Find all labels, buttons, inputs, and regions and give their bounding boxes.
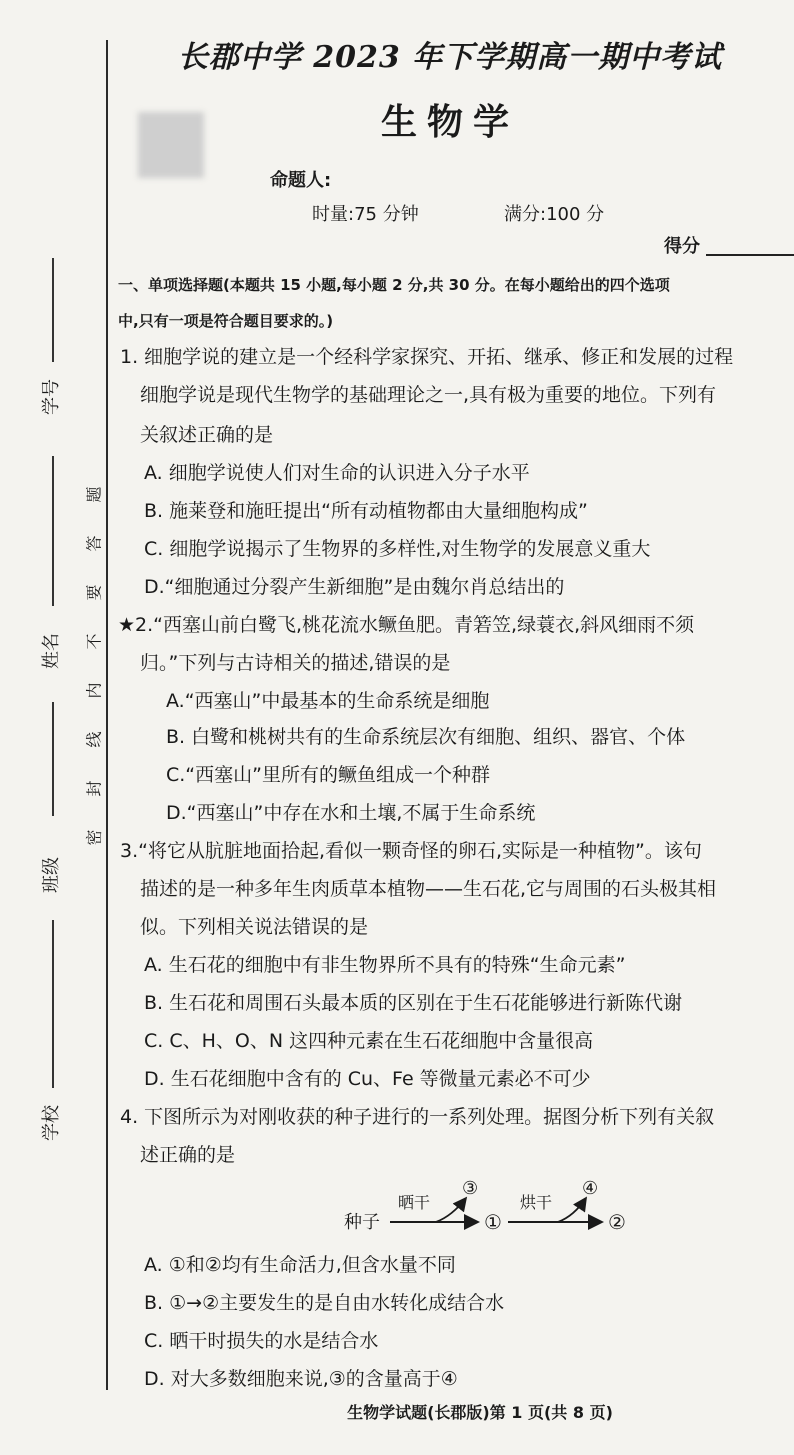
diagram-n4: ④	[582, 1178, 599, 1199]
question-4-stem: 4. 下图所示为对刚收获的种子进行的一系列处理。据图分析下列有关叙	[120, 1106, 715, 1128]
diagram-step1: 晒干	[398, 1193, 431, 1212]
question-2-stem: ★2.“西塞山前白鹭飞,桃花流水鳜鱼肥。青箬笠,绿蓑衣,斜风细雨不须	[118, 614, 695, 636]
question-1-option-a[interactable]: A. 细胞学说使人们对生命的认识进入分子水平	[144, 462, 530, 484]
question-2-option-b[interactable]: B. 白鹭和桃树共有的生命系统层次有细胞、组织、器官、个体	[166, 726, 686, 748]
seal-char: 答	[84, 535, 104, 552]
question-1-option-c[interactable]: C. 细胞学说揭示了生物界的多样性,对生物学的发展意义重大	[144, 538, 651, 560]
score-field[interactable]	[706, 254, 794, 256]
question-3-option-c[interactable]: C. C、H、O、N 这四种元素在生石花细胞中含量很高	[144, 1030, 594, 1052]
question-1-stem: 细胞学说是现代生物学的基础理论之一,具有极为重要的地位。下列有	[140, 384, 717, 406]
school-label: 学校	[41, 1105, 62, 1141]
seal-char: 密	[84, 829, 104, 846]
seal-char: 线	[84, 731, 104, 748]
question-2-stem: 归。”下列与古诗相关的描述,错误的是	[140, 652, 451, 674]
question-4-option-c[interactable]: C. 晒干时损失的水是结合水	[144, 1330, 379, 1352]
arrow-to-4	[558, 1198, 586, 1222]
school-field[interactable]	[52, 920, 54, 1088]
question-1-option-b[interactable]: B. 施莱登和施旺提出“所有动植物都由大量细胞构成”	[144, 500, 588, 522]
seal-char: 要	[84, 584, 104, 601]
question-3-stem: 3.“将它从肮脏地面拾起,看似一颗奇怪的卵石,实际是一种植物”。该句	[120, 840, 702, 862]
section-heading: 一、单项选择题(本题共 15 小题,每小题 2 分,共 30 分。在每小题给出的四个选项	[118, 276, 670, 294]
student-id-field[interactable]	[52, 258, 54, 362]
score-label: 得分	[664, 236, 700, 257]
seal-char: 封	[84, 780, 104, 797]
question-3-option-b[interactable]: B. 生石花和周围石头最本质的区别在于生石花能够进行新陈代谢	[144, 992, 683, 1014]
class-label: 班级	[41, 857, 62, 893]
question-3-option-d[interactable]: D. 生石花细胞中含有的 Cu、Fe 等微量元素必不可少	[144, 1068, 591, 1090]
blurred-qr-code	[138, 112, 204, 178]
subject-title: 生物学	[380, 102, 519, 143]
setter-label: 命题人:	[270, 170, 332, 191]
diagram-n1: ①	[484, 1210, 502, 1234]
diagram-seed: 种子	[344, 1212, 380, 1233]
section-heading-cont: 中,只有一项是符合题目要求的。)	[118, 312, 334, 330]
seal-char: 题	[84, 486, 104, 503]
time-limit: 时量:75 分钟	[312, 204, 419, 225]
question-1-stem: 1. 细胞学说的建立是一个经科学家探究、开拓、继承、修正和发展的过程	[120, 346, 734, 368]
question-2-option-c[interactable]: C.“西塞山”里所有的鳜鱼组成一个种群	[166, 764, 490, 786]
name-field[interactable]	[52, 456, 54, 606]
full-score: 满分:100 分	[504, 204, 605, 225]
question-3-stem: 似。下列相关说法错误的是	[140, 916, 369, 938]
student-id-label: 学号	[41, 379, 62, 415]
seal-line-text	[84, 470, 104, 862]
question-3-option-a[interactable]: A. 生石花的细胞中有非生物界所不具有的特殊“生命元素”	[144, 954, 626, 976]
seal-char: 不	[84, 633, 104, 650]
question-1-option-d[interactable]: D.“细胞通过分裂产生新细胞”是由魏尔肖总结出的	[144, 576, 565, 598]
question-1-stem: 关叙述正确的是	[140, 424, 274, 446]
question-4-option-b[interactable]: B. ①→②主要发生的是自由水转化成结合水	[144, 1292, 505, 1314]
question-2-option-a[interactable]: A.“西塞山”中最基本的生命系统是细胞	[166, 690, 490, 712]
diagram-step2: 烘干	[520, 1193, 553, 1212]
question-4-option-d[interactable]: D. 对大多数细胞来说,③的含量高于④	[144, 1368, 458, 1390]
question-4-stem: 述正确的是	[140, 1144, 236, 1166]
exam-title: 长郡中学 2023 年下学期高一期中考试	[177, 40, 723, 75]
seal-char: 内	[84, 682, 104, 699]
question-4-option-a[interactable]: A. ①和②均有生命活力,但含水量不同	[144, 1254, 456, 1276]
seed-processing-diagram	[340, 1176, 640, 1240]
page-footer: 生物学试题(长郡版)第 1 页(共 8 页)	[347, 1403, 613, 1422]
name-label: 姓名	[41, 633, 62, 669]
question-3-stem: 描述的是一种多年生肉质草本植物——生石花,它与周围的石头极其相	[140, 878, 717, 900]
question-2-option-d[interactable]: D.“西塞山”中存在水和土壤,不属于生命系统	[166, 802, 536, 824]
binding-rule	[106, 40, 108, 1390]
arrow-to-3	[436, 1198, 466, 1222]
binding-strip	[0, 0, 112, 1455]
diagram-n3: ③	[462, 1178, 479, 1199]
class-field[interactable]	[52, 702, 54, 816]
diagram-n2: ②	[608, 1210, 626, 1234]
